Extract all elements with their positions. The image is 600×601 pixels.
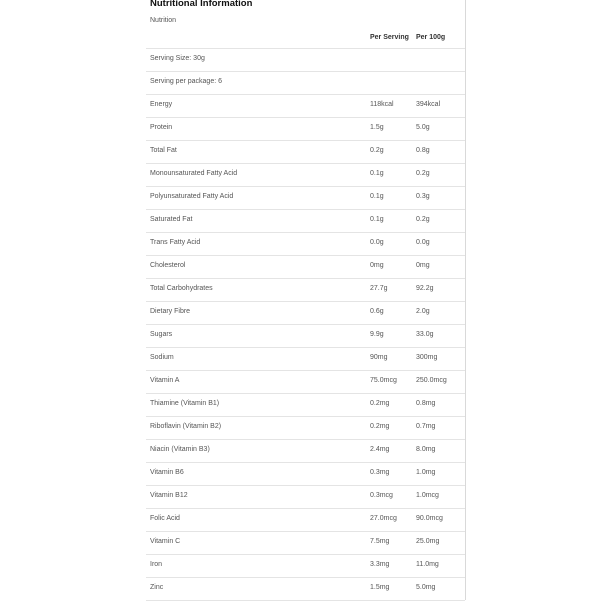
per-serving-value: 0.2mg xyxy=(370,423,390,430)
per-serving-value: 0mg xyxy=(370,262,384,269)
per-100g-value: 300mg xyxy=(416,354,438,361)
nutrient-label: Vitamin C xyxy=(150,538,181,545)
per-serving-value: 27.0mcg xyxy=(370,515,397,522)
per-serving-value: 27.7g xyxy=(370,285,388,292)
table-row xyxy=(146,532,465,555)
per-serving-value: 2.4mg xyxy=(370,446,390,453)
per-100g-value: 394kcal xyxy=(416,101,441,108)
table-row xyxy=(146,417,465,440)
table-row xyxy=(146,141,465,164)
per-100g-value: 92.2g xyxy=(416,285,434,292)
per-100g-value: 0mg xyxy=(416,262,430,269)
per-100g-value: 0.2g xyxy=(416,170,430,177)
per-serving-value: 0.3mg xyxy=(370,469,390,476)
per-100g-value: 5.0mg xyxy=(416,584,436,591)
nutrient-label: Folic Acid xyxy=(150,515,180,522)
table-row xyxy=(146,187,465,210)
table-row xyxy=(146,578,465,601)
table-row xyxy=(146,348,465,371)
nutrient-label: Vitamin B6 xyxy=(150,469,184,476)
per-serving-value: 75.0mcg xyxy=(370,377,397,384)
per-serving-value: 0.2mg xyxy=(370,400,390,407)
page-title: Nutritional Information xyxy=(150,0,253,9)
nutrient-label: Energy xyxy=(150,101,173,108)
nutrient-label: Iron xyxy=(150,561,163,568)
nutrient-label: Saturated Fat xyxy=(150,216,193,223)
table-row xyxy=(146,279,465,302)
nutrient-label: Sugars xyxy=(150,331,173,338)
nutrient-label: Monounsaturated Fatty Acid xyxy=(150,170,238,177)
table-row xyxy=(146,233,465,256)
per-100g-value: 5.0g xyxy=(416,124,430,131)
table-row xyxy=(146,118,465,141)
nutrient-label: Vitamin B12 xyxy=(150,492,188,499)
per-serving-value: 0.1g xyxy=(370,193,384,200)
table-row xyxy=(146,325,465,348)
per-100g-value: 11.0mg xyxy=(416,561,439,568)
nutrient-label: Cholesterol xyxy=(150,262,186,269)
table-row xyxy=(146,164,465,187)
per-serving-value: 1.5mg xyxy=(370,584,390,591)
table-row xyxy=(146,555,465,578)
table-row xyxy=(146,256,465,279)
info-row xyxy=(146,49,465,72)
section-subtitle: Nutrition xyxy=(150,17,177,24)
nutrient-label: Protein xyxy=(150,124,173,131)
table-row xyxy=(146,486,465,509)
nutrition-table xyxy=(146,49,465,601)
nutrient-label: Trans Fatty Acid xyxy=(150,239,201,246)
table-header xyxy=(146,30,465,49)
nutrient-label: Riboflavin (Vitamin B2) xyxy=(150,423,222,430)
per-serving-value: 0.2g xyxy=(370,147,384,154)
column-header-per-serving: Per Serving xyxy=(370,34,409,41)
table-row xyxy=(146,509,465,532)
per-serving-value: 0.1g xyxy=(370,216,384,223)
table-row xyxy=(146,302,465,325)
per-100g-value: 90.0mcg xyxy=(416,515,443,522)
per-100g-value: 250.0mcg xyxy=(416,377,447,384)
nutrient-label: Dietary Fibre xyxy=(150,308,191,315)
per-100g-value: 0.3g xyxy=(416,193,430,200)
column-header-per-100g: Per 100g xyxy=(416,34,446,41)
table-row xyxy=(146,440,465,463)
per-100g-value: 25.0mg xyxy=(416,538,440,545)
info-label: Serving per package: 6 xyxy=(150,78,222,85)
per-serving-value: 0.1g xyxy=(370,170,384,177)
per-100g-value: 2.0g xyxy=(416,308,430,315)
nutrient-label: Thiamine (Vitamin B1) xyxy=(150,400,220,407)
nutrient-label: Vitamin A xyxy=(150,377,180,384)
per-serving-value: 0.3mcg xyxy=(370,492,393,499)
per-100g-value: 0.2g xyxy=(416,216,430,223)
per-serving-value: 7.5mg xyxy=(370,538,390,545)
per-100g-value: 0.8mg xyxy=(416,400,436,407)
nutrition-panel xyxy=(146,0,466,600)
table-row xyxy=(146,371,465,394)
nutrient-label: Sodium xyxy=(150,354,174,361)
info-label: Serving Size: 30g xyxy=(150,55,205,62)
nutrient-label: Total Carbohydrates xyxy=(150,285,213,292)
per-100g-value: 1.0mcg xyxy=(416,492,439,499)
nutrient-label: Polyunsaturated Fatty Acid xyxy=(150,193,234,200)
per-serving-value: 0.0g xyxy=(370,239,384,246)
per-serving-value: 3.3mg xyxy=(370,561,390,568)
per-serving-value: 9.9g xyxy=(370,331,384,338)
nutrient-label: Niacin (Vitamin B3) xyxy=(150,446,210,453)
nutrient-label: Total Fat xyxy=(150,147,177,154)
per-100g-value: 0.7mg xyxy=(416,423,436,430)
info-row xyxy=(146,72,465,95)
per-100g-value: 0.8g xyxy=(416,147,430,154)
table-row xyxy=(146,394,465,417)
per-100g-value: 8.0mg xyxy=(416,446,436,453)
nutrient-label: Zinc xyxy=(150,584,164,591)
per-100g-value: 33.0g xyxy=(416,331,434,338)
per-serving-value: 1.5g xyxy=(370,124,384,131)
per-100g-value: 0.0g xyxy=(416,239,430,246)
table-row xyxy=(146,463,465,486)
per-serving-value: 118kcal xyxy=(370,101,394,108)
table-row xyxy=(146,210,465,233)
per-serving-value: 90mg xyxy=(370,354,388,361)
table-row xyxy=(146,95,465,118)
per-100g-value: 1.0mg xyxy=(416,469,436,476)
per-serving-value: 0.6g xyxy=(370,308,384,315)
